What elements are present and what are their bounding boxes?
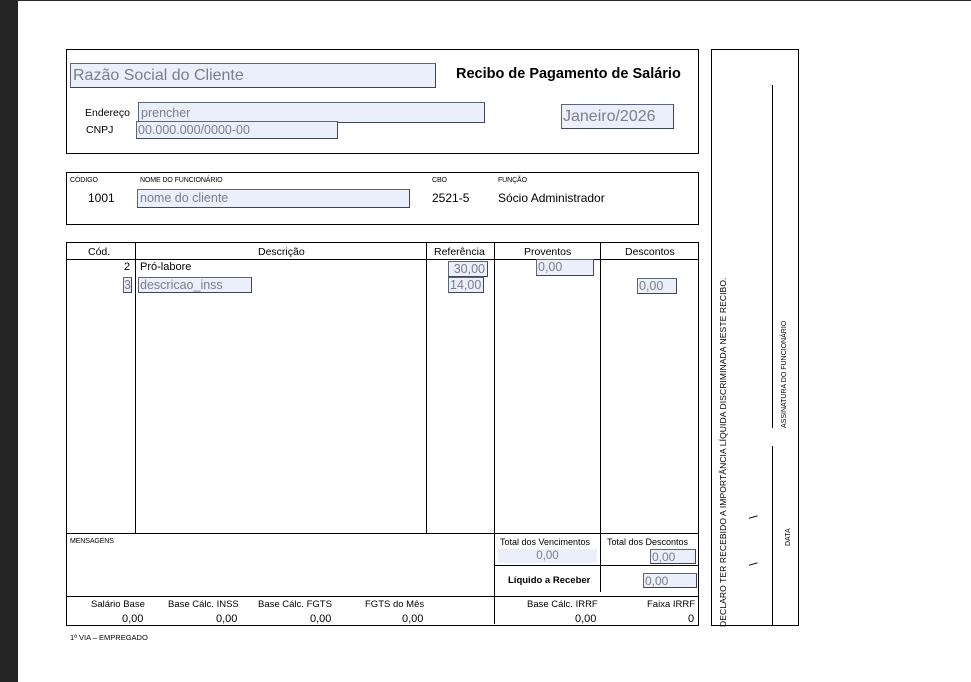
row-1-description: Pró-labore [140,261,192,273]
copy-label: 1ª VIA – EMPREGADO [70,633,148,642]
row-1-earnings-field[interactable]: 0,00 [536,259,594,276]
declaration-text: DECLARO TER RECEBIDO A IMPORTÂNCIA LÍQUIDA DISCRIMINADA NESTE RECIBO. [718,277,728,627]
employee-name-field[interactable]: nome do cliente [137,189,410,208]
fgts-month-label: FGTS do Mês [365,599,425,610]
irrf-band-label: Faixa IRRF [647,599,696,610]
totals-box [66,533,699,626]
base-inss-label: Base Cálc. INSS [168,599,239,610]
net-pay-label: Líquido a Receber [508,575,591,586]
col-header-code: Cód. [88,246,111,258]
viewer-top-border [18,0,971,1]
base-fgts-value: 0,00 [310,613,332,625]
cnpj-field[interactable]: 00.000.000/0000-00 [136,121,338,139]
row-1-code: 2 [124,261,131,273]
net-pay-field[interactable]: 0,00 [643,573,697,588]
row-2-description-field[interactable]: descricao_inss [138,277,252,293]
totals-divider [494,565,699,566]
bases-divider [66,596,699,597]
base-salary-label: Salário Base [91,599,145,610]
cbo-value: 2521-5 [432,191,470,205]
employee-name-label: NOME DO FUNCIONÁRIO [140,177,223,184]
col-header-earnings: Proventos [524,246,572,258]
document-title: Recibo de Pagamento de Salário [456,66,681,82]
total-deductions-label: Total dos Descontos [607,537,689,547]
company-name-field[interactable]: Razão Social do Cliente [70,63,436,88]
row-2-code-field[interactable]: 3 [124,278,131,292]
row-2-deductions-field[interactable]: 0,00 [637,278,677,294]
row-1-reference-field[interactable]: 30,00 [448,261,488,277]
signature-line [772,85,773,428]
base-irrf-label: Base Cálc. IRRF [527,599,598,610]
total-earnings-value[interactable]: 0,00 [498,549,597,563]
address-field[interactable]: prencher [138,102,485,123]
irrf-band-value: 0 [688,613,695,625]
base-fgts-label: Base Cálc. FGTS [258,599,332,610]
base-salary-value: 0,00 [122,613,144,625]
address-label: Endereço [85,107,130,119]
signature-label: ASSINATURA DO FUNCIONÁRIO [781,320,788,428]
date-separator-1: / [746,515,761,519]
cbo-label: CBO [432,177,447,184]
col-divider [426,242,427,534]
base-inss-value: 0,00 [216,613,238,625]
period-field[interactable]: Janeiro/2026 [561,104,674,129]
col-divider [135,242,136,534]
col-header-deductions: Descontos [625,246,675,258]
role-value: Sócio Administrador [498,191,605,205]
date-line [772,446,773,626]
employee-code: 1001 [88,191,115,205]
code-label: CÓDIGO [70,177,98,184]
col-header-description: Descrição [258,246,305,258]
date-label: DATA [785,528,792,546]
base-irrf-value: 0,00 [575,613,597,625]
table-header-divider [66,259,699,260]
cnpj-label: CNPJ [86,124,114,136]
messages-label: MENSAGENS [70,538,114,545]
role-label: FUNÇÃO [498,177,527,184]
col-header-reference: Referência [434,246,485,258]
fgts-month-value: 0,00 [402,613,424,625]
total-earnings-label: Total dos Vencimentos [500,537,591,547]
viewer-left-panel [0,0,18,682]
row-2-reference-field[interactable]: 14,00 [448,277,484,293]
total-deductions-field[interactable]: 0,00 [650,549,696,564]
date-separator-2: / [746,562,761,566]
